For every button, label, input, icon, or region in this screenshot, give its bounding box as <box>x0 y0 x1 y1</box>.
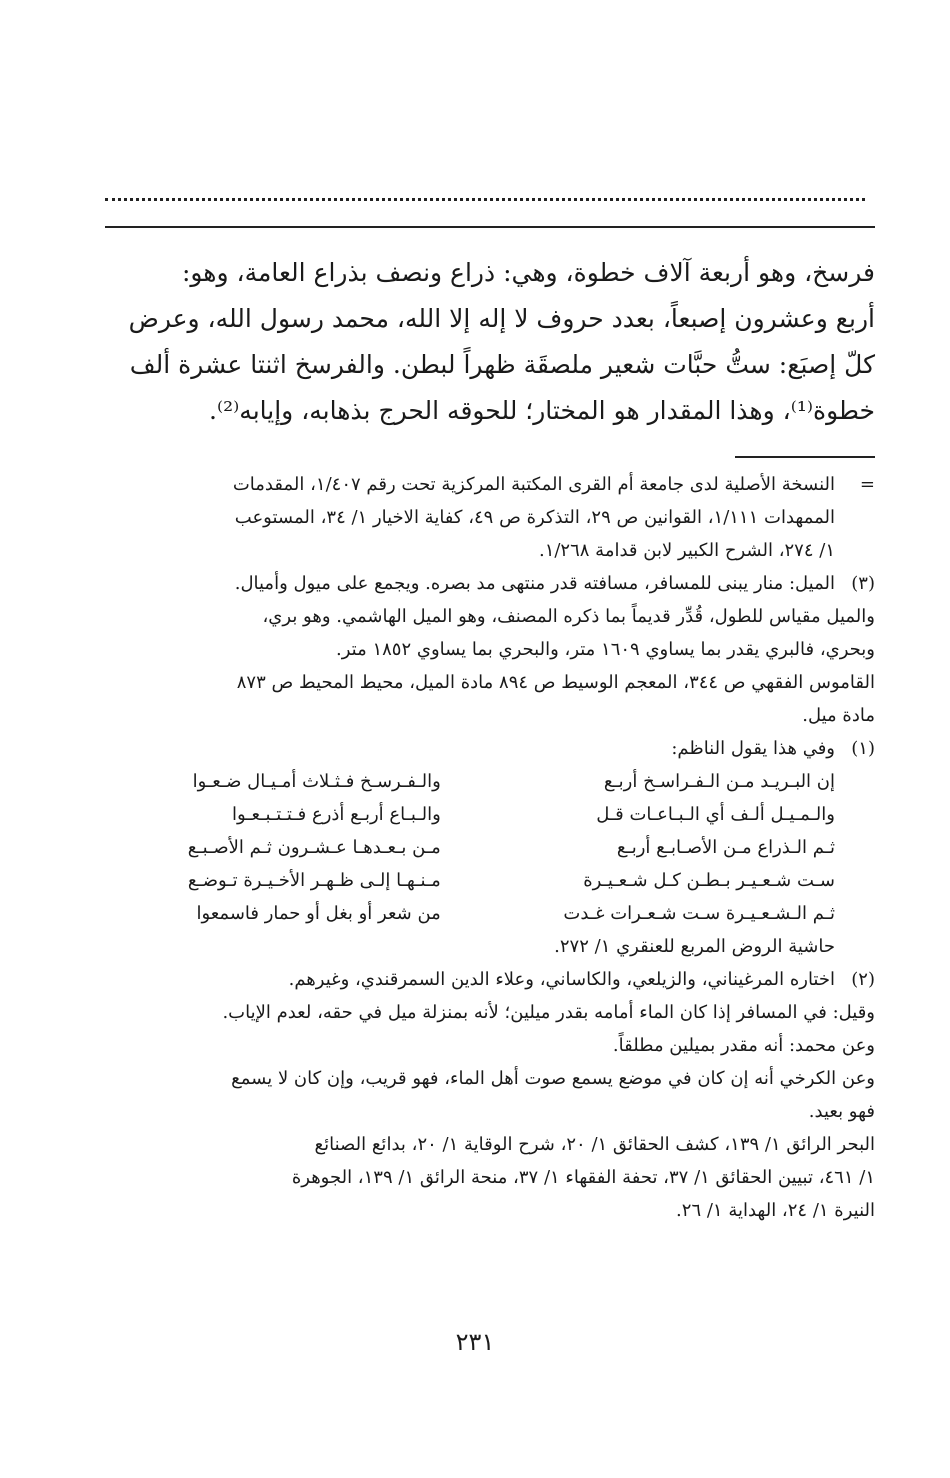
poem-verse <box>105 798 835 831</box>
footnote-line: النيرة ١/ ٢٤، الهداية ١/ ٢٦. <box>676 1200 875 1221</box>
footnote-line: وفي هذا يقول الناظم: <box>671 738 835 759</box>
footnote-2 <box>105 963 875 996</box>
top-rule <box>105 226 875 228</box>
footnote-marker: (٣) <box>851 573 875 594</box>
main-line: أربع وعشرون إصبعاً، بعدد حروف لا إله إلا الله، محمد رسول الله، وعرض <box>128 304 875 333</box>
hemistich-second: مـن بـعـدهـا عـشـرون ثـم الأصـبـع <box>187 837 441 858</box>
hemistich-first: إن البـريـد مـن الـفـراسـخ أربـع <box>603 771 835 792</box>
footnote-3 <box>105 567 875 600</box>
footnote-marker: (١) <box>851 738 875 759</box>
page-number: ٢٣١ <box>455 1328 495 1356</box>
hemistich-second: من شعر أو بغل أو حمار فاسمعوا <box>196 903 441 924</box>
poem-verse <box>105 897 835 930</box>
footnote-line: الممهدات ١/١١١، القوانين ص ٢٩، التذكرة ص ٤٩، كفاية الاخيار ١/ ٣٤، المستوعب <box>234 507 835 528</box>
footnote-line: حاشية الروض المربع للعنقري ١/ ٢٧٢. <box>554 936 835 957</box>
footnote-marker: (٢) <box>851 969 875 990</box>
poem-verse <box>105 831 835 864</box>
footnote-line: ١/ ٢٧٤، الشرح الكبير لابن قدامة ١/٢٦٨. <box>538 540 835 561</box>
main-line: كلّ إصبَع: ستُّ حبَّات شعير ملصقَة ظهراً لبطن. والفرسخ اثنتا عشرة ألف <box>129 350 875 379</box>
poem-verse <box>105 765 835 798</box>
hemistich-second: والـبـاع أربـع أذرع فـتـتـبـعـوا <box>231 804 441 825</box>
main-paragraph <box>105 250 875 434</box>
footnote-line: اختاره المرغيناني، والزيلعي، والكاساني، وعلاء الدين السمرقندي، وغيرهم. <box>288 969 835 990</box>
hemistich-first: والـمـيـل ألـف أي الـبـاعـات قـل <box>596 804 835 825</box>
footnote-line: والميل مقياس للطول، قُدِّر قديماً بما ذكره المصنف، وهو الميل الهاشمي. وهو بري، <box>262 606 875 627</box>
footnote-line: وعن محمد: أنه مقدر بميلين مطلقاً. <box>612 1035 875 1056</box>
footnote-line: الميل: منار يبنى للمسافر، مسافته قدر منتهى مد بصره. ويجمع على ميول وأميال. <box>234 573 835 594</box>
hemistich-first: ثـم الـشـعـيـرة سـت شـعـرات غـدت <box>563 903 835 924</box>
footnotes <box>105 468 875 1227</box>
footnote-line: النسخة الأصلية لدى جامعة أم القرى المكتبة المركزية تحت رقم ١/٤٠٧، المقدمات <box>232 474 835 495</box>
footnote-line: وبحري، فالبري يقدر بما يساوي ١٦٠٩ متر، والبحري بما يساوي ١٨٥٢ متر. <box>336 639 875 660</box>
hemistich-second: مـنـهـا إلـى ظـهـر الأخـيـرة تـوضـع <box>187 870 441 891</box>
footnote-line: القاموس الفقهي ص ٣٤٤، المعجم الوسيط ص ٨٩٤ مادة الميل، محيط المحيط ص ٨٧٣ <box>236 672 875 693</box>
dotted-separator <box>105 158 865 201</box>
hemistich-second: والـفـرسـخ فـثـلاث أمـيـال ضـعـوا <box>192 771 441 792</box>
main-line: فرسخ، وهو أربعة آلاف خطوة، وهي: ذراع ونصف بذراع العامة، وهو: <box>181 258 875 287</box>
footnote-line: البحر الرائق ١/ ١٣٩، كشف الحقائق ١/ ٢٠، شرح الوقاية ١/ ٢٠، بدائع الصنائع <box>314 1134 875 1155</box>
hemistich-first: ثـم الـذراع مـن الأصـابـع أربـع <box>616 837 835 858</box>
poem-verse <box>105 864 835 897</box>
footnote-1 <box>105 732 875 963</box>
footnote-line: وقيل: في المسافر إذا كان الماء أمامه بقدر ميلين؛ لأنه بمنزلة ميل في حقه، لعدم الإياب. <box>222 1002 875 1023</box>
footnote-rule <box>735 456 875 458</box>
main-line: خطوة⁽¹⁾، وهذا المقدار هو المختار؛ للحوقه الحرج بذهابه، وإيابه⁽²⁾. <box>209 396 875 425</box>
footnote-marker: = <box>859 474 875 495</box>
footnote-line: مادة ميل. <box>802 705 875 726</box>
footnote-line: وعن الكرخي أنه إن كان في موضع يسمع صوت أهل الماء، فهو قريب، وإن كان لا يسمع <box>231 1068 875 1089</box>
footnote-continuation <box>105 468 875 567</box>
footnote-line: فهو بعيد. <box>808 1101 875 1122</box>
hemistich-first: سـت شـعـيـر بـطـن كـل شـعـيـرة <box>583 870 835 891</box>
footnote-line: ١/ ٤٦١، تبيين الحقائق ١/ ٣٧، تحفة الفقهاء ١/ ٣٧، منحة الرائق ١/ ١٣٩، الجوهرة <box>291 1167 875 1188</box>
poem <box>105 765 835 930</box>
